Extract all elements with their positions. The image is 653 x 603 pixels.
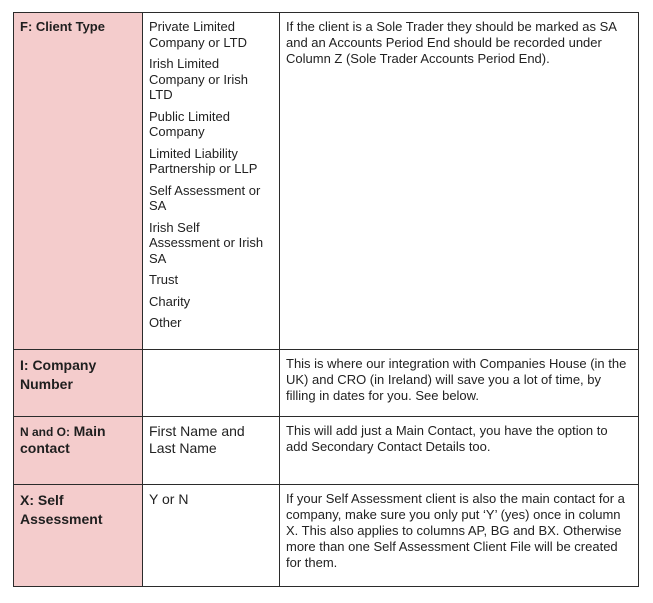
client-import-table [13, 12, 639, 587]
field-name-prefix: N and O: [20, 425, 70, 439]
description-cell [280, 485, 639, 587]
values-cell [143, 417, 280, 485]
description-text: This is where our integration with Companies House (in the UK) and CRO (in Ireland) will save you a lot of time, by filling in dates for you. See below. [286, 356, 627, 403]
field-name: F: Client Type [20, 19, 105, 34]
field-name: X: Self Assessment [20, 492, 103, 527]
description-text: If the client is a Sole Trader they should be marked as SA and an Accounts Period End should be recorded under Column Z (Sole Trader Accounts Period End). [286, 19, 617, 66]
description-text: If your Self Assessment client is also the main contact for a company, make sure you only put ‘Y’ (yes) once in column X. This also applies to columns AP, BG and BX. Otherwise more than one Self Assessment Client File will be created for them. [286, 491, 625, 570]
description-cell [280, 13, 639, 350]
field-name-main: Main contact [20, 423, 106, 456]
field-name-cell [14, 13, 143, 350]
value-text: Y or N [149, 491, 189, 507]
field-name-cell [14, 417, 143, 485]
description-cell [280, 350, 639, 417]
description-cell [280, 417, 639, 485]
table-row-client-type [14, 13, 639, 350]
value-text: First Name and Last Name [149, 423, 245, 456]
option-item: Charity [149, 293, 191, 309]
option-item: Trust [149, 272, 179, 287]
field-name: I: Company Number [20, 357, 97, 392]
client-type-options [149, 19, 273, 331]
values-cell [143, 485, 280, 587]
values-cell [143, 350, 280, 417]
table-row-main-contact [14, 417, 639, 485]
field-name-cell [14, 485, 143, 587]
option-item: Irish Self Assessment or Irish SA [149, 219, 264, 266]
option-item: Public Limited Company [149, 108, 230, 139]
option-item: Private Limited Company or LTD [149, 19, 248, 50]
values-cell [143, 13, 280, 350]
field-name-cell [14, 350, 143, 417]
option-item: Other [149, 315, 182, 330]
option-item: Irish Limited Company or Irish LTD [149, 56, 248, 102]
description-text: This will add just a Main Contact, you have the option to add Secondary Contact Details too. [286, 423, 608, 454]
option-item: Self Assessment or SA [149, 182, 261, 213]
option-item: Limited Liability Partnership or LLP [149, 145, 258, 176]
table-row-company-number [14, 350, 639, 417]
table-row-self-assessment [14, 485, 639, 587]
